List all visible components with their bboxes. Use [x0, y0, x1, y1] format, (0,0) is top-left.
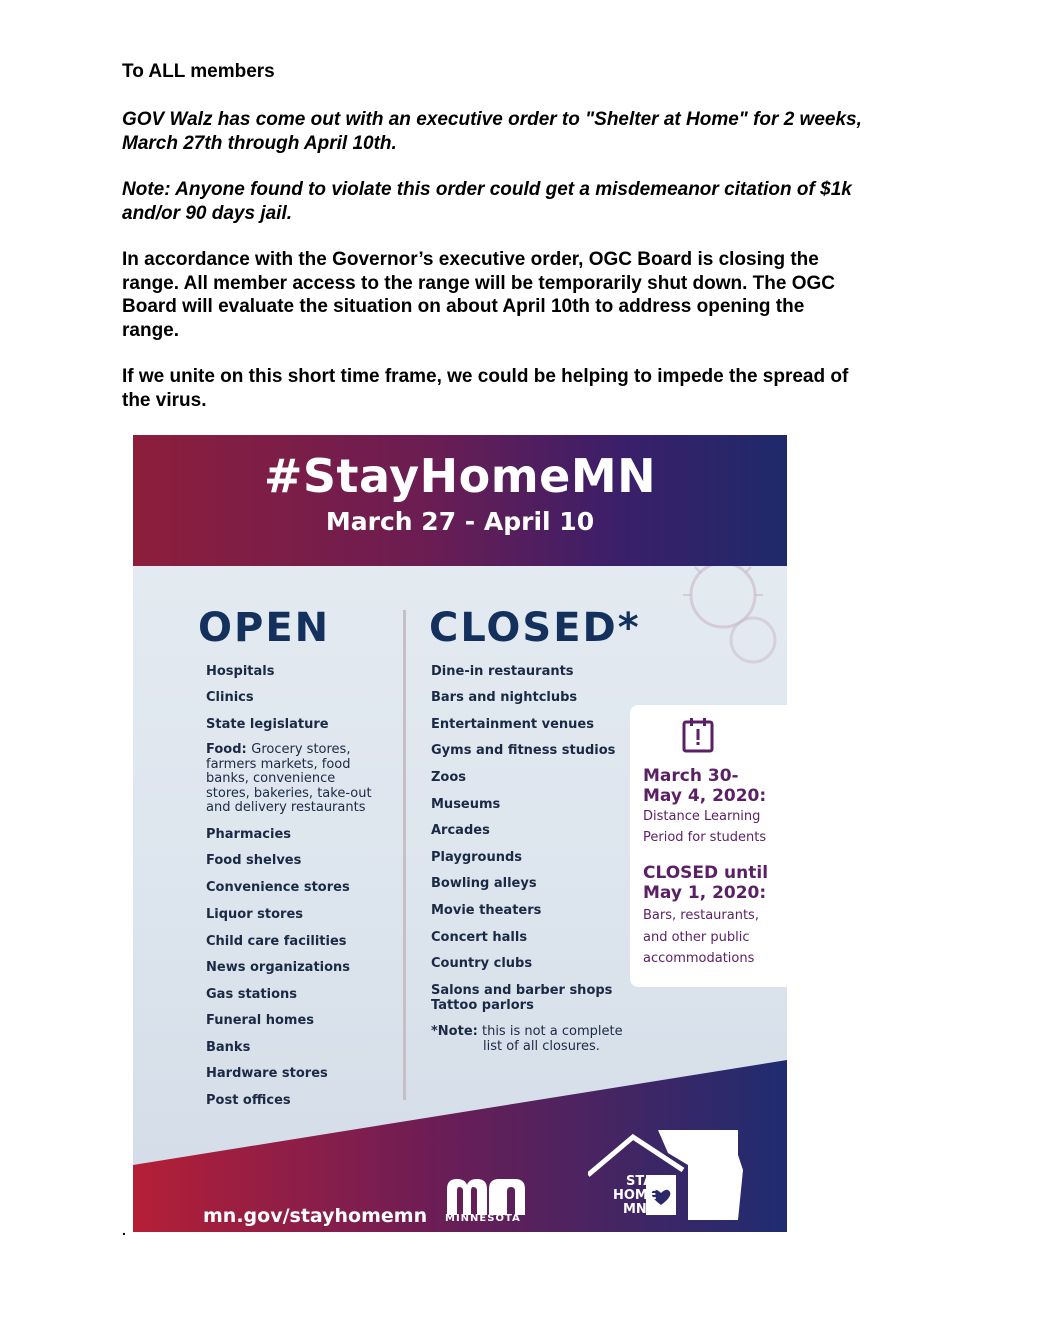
card-heading-1b: May 4, 2020: — [643, 786, 767, 806]
list-item: Entertainment venues — [431, 717, 594, 732]
note-text-1: this is not a complete — [481, 1024, 623, 1039]
note-line-1: Note: Anyone found to violate this order could get a misdemeanor citation of $1k — [122, 179, 852, 200]
penalty-note — [122, 178, 852, 225]
card-sub-2c: accommodations — [643, 951, 755, 966]
minnesota-wordmark: MINNESOTA — [445, 1213, 521, 1224]
list-item: Clinics — [206, 690, 254, 705]
list-item: Arcades — [431, 823, 490, 838]
list-item: Pharmacies — [206, 827, 292, 842]
list-item: Funeral homes — [206, 1013, 315, 1028]
closing-line-1: In accordance with the Governor’s executive order, OGC Board is closing the — [122, 249, 819, 270]
card-heading-2a: CLOSED until — [643, 863, 769, 883]
order-line-1: GOV Walz has come out with an executive order to "Shelter at Home" for 2 weeks, — [122, 109, 862, 130]
poster-dates: March 27 - April 10 — [325, 507, 595, 536]
food-label: Food: — [206, 742, 247, 757]
list-item: State legislature — [206, 717, 329, 732]
closing-line-3: Board will evaluate the situation on about April 10th to address opening the — [122, 296, 805, 317]
food-details: Grocery stores, farmers markets, food banks, convenience stores, bakeries, take-out and delivery restaurants — [206, 742, 372, 815]
list-item: Hardware stores — [206, 1066, 328, 1081]
closing-paragraph — [122, 248, 835, 342]
unite-line-1: If we unite on this short time frame, we could be helping to impede the spread of — [122, 366, 849, 387]
list-item: Dine-in restaurants — [431, 664, 574, 679]
list-item: Liquor stores — [206, 907, 304, 922]
card-sub-2a: Bars, restaurants, — [643, 908, 759, 923]
list-item: Tattoo parlors — [431, 998, 534, 1013]
logo-stay: STAY — [626, 1174, 662, 1189]
list-item: Bowling alleys — [431, 876, 537, 891]
note-line-2: and/or 90 days jail. — [122, 202, 293, 224]
stay-home-mn-logo — [588, 1125, 743, 1225]
card-sub-1a: Distance Learning — [643, 809, 761, 824]
list-item: Banks — [206, 1040, 251, 1055]
poster-url: mn.gov/stayhomemn — [203, 1205, 428, 1227]
list-item: Salons and barber shops — [431, 983, 613, 998]
list-item: Movie theaters — [431, 903, 542, 918]
salutation: To ALL members — [122, 61, 275, 82]
list-item: Hospitals — [206, 664, 275, 679]
list-item: Food shelves — [206, 853, 302, 868]
order-line-2: March 27th through April 10th. — [122, 132, 397, 154]
list-item: Child care facilities — [206, 934, 347, 949]
list-item: Zoos — [431, 770, 467, 785]
footer-band — [133, 435, 787, 1232]
card-sub-2b: and other public — [643, 930, 750, 945]
order-paragraph — [122, 108, 862, 155]
logo-home: HOME — [613, 1188, 657, 1203]
poster-hashtag: #StayHomeMN — [263, 449, 657, 503]
stayhome-poster — [133, 435, 787, 1232]
trailing-mark: . — [122, 1222, 126, 1238]
list-item: Museums — [431, 797, 501, 812]
list-item: Gyms and fitness studios — [431, 743, 616, 758]
note-text-2: list of all closures. — [483, 1039, 600, 1054]
list-item: Convenience stores — [206, 880, 350, 895]
unite-line-2: the virus. — [122, 389, 207, 411]
card-sub-1b: Period for students — [643, 830, 767, 845]
list-item: Gas stations — [206, 987, 298, 1002]
open-heading: OPEN — [198, 605, 331, 651]
list-item: Concert halls — [431, 930, 528, 945]
closing-line-2: range. All member access to the range will be temporarily shut down. The OGC — [122, 272, 836, 294]
card-heading-2b: May 1, 2020: — [643, 883, 767, 903]
closing-line-4: range. — [122, 319, 180, 341]
list-item: Bars and nightclubs — [431, 690, 578, 705]
unite-paragraph — [122, 365, 848, 412]
closed-heading: CLOSED* — [429, 605, 641, 651]
list-item: Post offices — [206, 1093, 291, 1108]
list-item: News organizations — [206, 960, 351, 975]
logo-mn: MN — [623, 1202, 647, 1217]
list-item: Playgrounds — [431, 850, 523, 865]
list-item: Country clubs — [431, 956, 533, 971]
card-heading-1a: March 30- — [643, 766, 739, 786]
note-label: *Note: — [431, 1024, 478, 1039]
